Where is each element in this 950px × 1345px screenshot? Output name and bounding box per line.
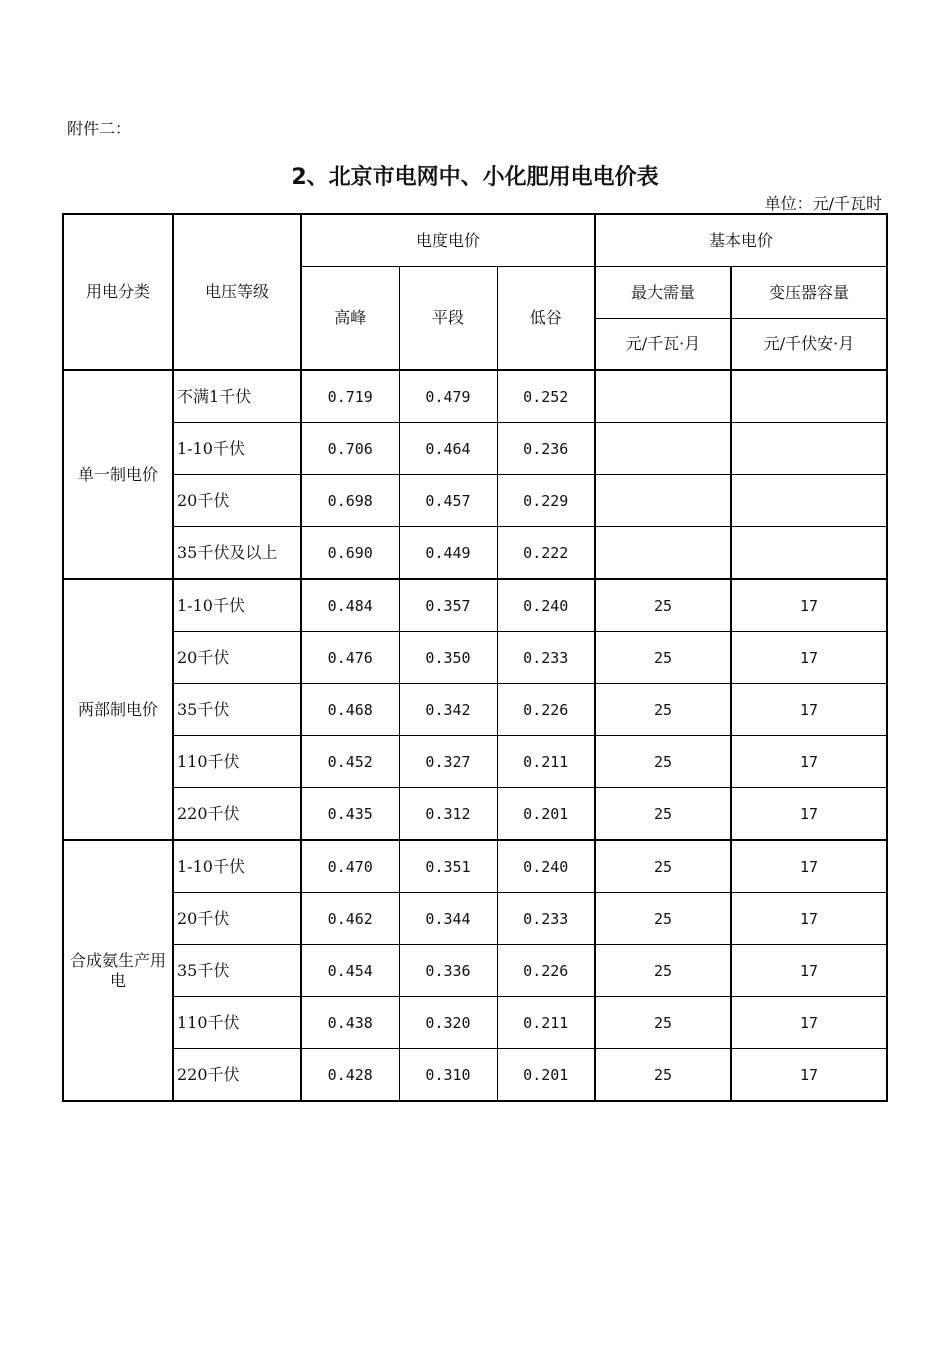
transformer-price-cell xyxy=(731,527,887,580)
valley-price-cell: 0.201 xyxy=(497,788,595,841)
peak-price-cell: 0.435 xyxy=(301,788,399,841)
transformer-price-cell: 17 xyxy=(731,1049,887,1102)
voltage-cell: 20千伏 xyxy=(173,632,301,684)
valley-price-cell: 0.229 xyxy=(497,475,595,527)
peak-price-cell: 0.462 xyxy=(301,893,399,945)
transformer-price-cell: 17 xyxy=(731,684,887,736)
table-header xyxy=(63,214,887,370)
peak-price-cell: 0.719 xyxy=(301,370,399,423)
transformer-price-cell: 17 xyxy=(731,579,887,632)
page-title: 2、北京市电网中、小化肥用电电价表 xyxy=(291,165,659,190)
voltage-cell: 35千伏 xyxy=(173,684,301,736)
max-demand-price-cell: 25 xyxy=(595,632,731,684)
peak-price-cell: 0.698 xyxy=(301,475,399,527)
header-max-demand: 最大需量 xyxy=(595,267,731,319)
table-row xyxy=(63,475,887,527)
header-basic-price: 基本电价 xyxy=(595,214,887,267)
voltage-cell: 110千伏 xyxy=(173,997,301,1049)
flat-price-cell: 0.457 xyxy=(399,475,497,527)
max-demand-price-cell: 25 xyxy=(595,579,731,632)
max-demand-price-cell xyxy=(595,527,731,580)
max-demand-price-cell: 25 xyxy=(595,893,731,945)
max-demand-price-cell: 25 xyxy=(595,945,731,997)
header-valley: 低谷 xyxy=(497,267,595,371)
max-demand-price-cell: 25 xyxy=(595,1049,731,1102)
voltage-cell: 不满1千伏 xyxy=(173,370,301,423)
transformer-price-cell: 17 xyxy=(731,840,887,893)
flat-price-cell: 0.336 xyxy=(399,945,497,997)
table-row xyxy=(63,527,887,580)
transformer-price-cell xyxy=(731,475,887,527)
header-transformer: 变压器容量 xyxy=(731,267,887,319)
transformer-price-cell xyxy=(731,423,887,475)
table-row xyxy=(63,1049,887,1102)
flat-price-cell: 0.479 xyxy=(399,370,497,423)
flat-price-cell: 0.342 xyxy=(399,684,497,736)
table-row xyxy=(63,579,887,632)
flat-price-cell: 0.449 xyxy=(399,527,497,580)
valley-price-cell: 0.240 xyxy=(497,840,595,893)
category-cell: 合成氨生产用电 xyxy=(63,840,173,1101)
voltage-cell: 1-10千伏 xyxy=(173,840,301,893)
peak-price-cell: 0.706 xyxy=(301,423,399,475)
flat-price-cell: 0.351 xyxy=(399,840,497,893)
voltage-cell: 20千伏 xyxy=(173,893,301,945)
transformer-price-cell: 17 xyxy=(731,736,887,788)
category-cell: 单一制电价 xyxy=(63,370,173,579)
valley-price-cell: 0.211 xyxy=(497,736,595,788)
max-demand-price-cell xyxy=(595,475,731,527)
header-max-demand-unit: 元/千瓦·月 xyxy=(595,319,731,371)
peak-price-cell: 0.468 xyxy=(301,684,399,736)
table-row xyxy=(63,632,887,684)
peak-price-cell: 0.452 xyxy=(301,736,399,788)
peak-price-cell: 0.428 xyxy=(301,1049,399,1102)
voltage-cell: 110千伏 xyxy=(173,736,301,788)
peak-price-cell: 0.454 xyxy=(301,945,399,997)
transformer-price-cell: 17 xyxy=(731,945,887,997)
table-row xyxy=(63,684,887,736)
max-demand-price-cell xyxy=(595,370,731,423)
flat-price-cell: 0.327 xyxy=(399,736,497,788)
attachment-label: 附件二： xyxy=(67,119,132,138)
flat-price-cell: 0.357 xyxy=(399,579,497,632)
table-row xyxy=(63,788,887,841)
flat-price-cell: 0.464 xyxy=(399,423,497,475)
table-body xyxy=(63,370,887,1101)
flat-price-cell: 0.344 xyxy=(399,893,497,945)
category-cell: 两部制电价 xyxy=(63,579,173,840)
table-row xyxy=(63,997,887,1049)
flat-price-cell: 0.350 xyxy=(399,632,497,684)
voltage-cell: 1-10千伏 xyxy=(173,579,301,632)
voltage-cell: 220千伏 xyxy=(173,788,301,841)
voltage-cell: 35千伏及以上 xyxy=(173,527,301,580)
header-category: 用电分类 xyxy=(63,214,173,370)
valley-price-cell: 0.211 xyxy=(497,997,595,1049)
valley-price-cell: 0.226 xyxy=(497,684,595,736)
valley-price-cell: 0.201 xyxy=(497,1049,595,1102)
valley-price-cell: 0.252 xyxy=(497,370,595,423)
valley-price-cell: 0.222 xyxy=(497,527,595,580)
table-row xyxy=(63,370,887,423)
max-demand-price-cell: 25 xyxy=(595,684,731,736)
peak-price-cell: 0.438 xyxy=(301,997,399,1049)
voltage-cell: 1-10千伏 xyxy=(173,423,301,475)
transformer-price-cell: 17 xyxy=(731,893,887,945)
table-row xyxy=(63,893,887,945)
voltage-cell: 35千伏 xyxy=(173,945,301,997)
max-demand-price-cell: 25 xyxy=(595,736,731,788)
table-row xyxy=(63,945,887,997)
valley-price-cell: 0.236 xyxy=(497,423,595,475)
table-row xyxy=(63,423,887,475)
price-table xyxy=(62,213,888,1102)
header-transformer-unit: 元/千伏安·月 xyxy=(731,319,887,371)
max-demand-price-cell: 25 xyxy=(595,788,731,841)
peak-price-cell: 0.476 xyxy=(301,632,399,684)
valley-price-cell: 0.226 xyxy=(497,945,595,997)
table-row xyxy=(63,840,887,893)
unit-label: 单位：元/千瓦时 xyxy=(764,194,882,213)
header-peak: 高峰 xyxy=(301,267,399,371)
table-row xyxy=(63,736,887,788)
flat-price-cell: 0.310 xyxy=(399,1049,497,1102)
flat-price-cell: 0.320 xyxy=(399,997,497,1049)
voltage-cell: 220千伏 xyxy=(173,1049,301,1102)
valley-price-cell: 0.233 xyxy=(497,632,595,684)
header-voltage: 电压等级 xyxy=(173,214,301,370)
max-demand-price-cell: 25 xyxy=(595,997,731,1049)
max-demand-price-cell xyxy=(595,423,731,475)
transformer-price-cell xyxy=(731,370,887,423)
transformer-price-cell: 17 xyxy=(731,632,887,684)
peak-price-cell: 0.690 xyxy=(301,527,399,580)
valley-price-cell: 0.240 xyxy=(497,579,595,632)
max-demand-price-cell: 25 xyxy=(595,840,731,893)
transformer-price-cell: 17 xyxy=(731,997,887,1049)
valley-price-cell: 0.233 xyxy=(497,893,595,945)
peak-price-cell: 0.484 xyxy=(301,579,399,632)
header-flat: 平段 xyxy=(399,267,497,371)
transformer-price-cell: 17 xyxy=(731,788,887,841)
flat-price-cell: 0.312 xyxy=(399,788,497,841)
voltage-cell: 20千伏 xyxy=(173,475,301,527)
peak-price-cell: 0.470 xyxy=(301,840,399,893)
header-energy-price: 电度电价 xyxy=(301,214,595,267)
